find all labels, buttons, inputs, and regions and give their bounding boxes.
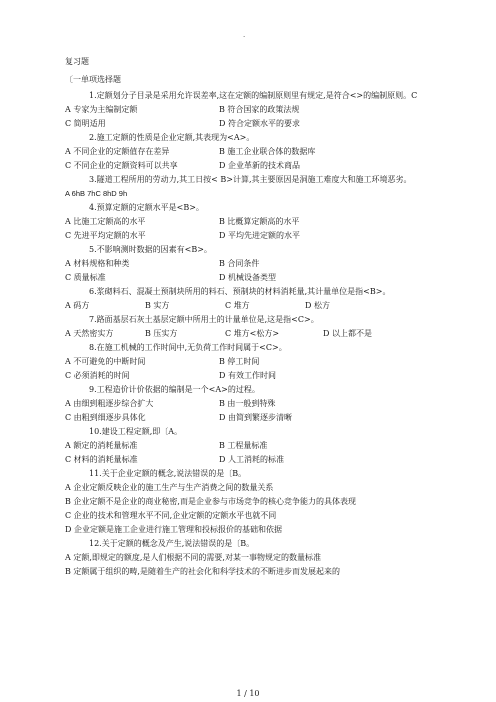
option: A 由细到粗逐步综合扩大: [65, 399, 154, 408]
option: A 企业定额反映企业的施工生产与生产消费之间的数量关系: [65, 483, 274, 492]
options-row: [65, 413, 435, 423]
options-row: [65, 357, 435, 367]
option: D 松方: [305, 301, 330, 310]
option: D 平均先进定额的水平: [219, 231, 300, 240]
options-row: [65, 231, 435, 241]
options-row: [65, 217, 435, 227]
option: D 机械设备类型: [219, 273, 276, 282]
option: B 企业定额不是企业的商业秘密,而是企业参与市场竞争的核心竞争能力的具体表现: [65, 497, 356, 506]
options-row: [65, 441, 435, 451]
options-row: [65, 301, 435, 311]
option: C 材料的消耗量标准: [65, 455, 138, 464]
options-row: [65, 371, 435, 381]
option: D 有效工作时间: [219, 371, 276, 380]
question-11: 11.关于企业定额的概念,说法错误的是〔B。: [89, 469, 247, 478]
option: C 必须消耗的时间: [65, 371, 130, 380]
option: C 堆方<松方>: [225, 329, 280, 338]
question-1: 1.定额划分子目录是采用允许误差率,这在定额的编制原则里有规定,是符合<>的编制原则。C: [89, 91, 418, 100]
option: B 符合国家的政策法规: [219, 105, 300, 114]
option: C 堆方: [225, 301, 250, 310]
question-3: 3.隧道工程所用的劳动力,其工日按< B>计算,其主要原因是洞施工难度大和施工环境恶劣。: [89, 175, 412, 184]
options-row: [65, 273, 435, 283]
question-5: 5.不影响测时数据的因素有<B>。: [89, 245, 212, 254]
option: C 由粗到细逐步具体化: [65, 413, 146, 422]
option: B 工程量标准: [219, 441, 268, 450]
option: B 压实方: [145, 329, 178, 338]
options-row: [65, 329, 435, 339]
option: B 实方: [145, 301, 170, 310]
option: A 额定的消耗量标准: [65, 441, 138, 450]
question-8: 8.在施工机械的工作时间中,无负荷工作时间属于<C>。: [89, 343, 287, 352]
options-row: [65, 259, 435, 269]
options-row: [65, 161, 435, 171]
option: D 企业革新的技术商品: [219, 161, 300, 170]
option: A 不可避免的中断时间: [65, 357, 146, 366]
option: C 质量标准: [65, 273, 106, 282]
options-row: [65, 455, 435, 465]
doc-title: 复习题: [65, 57, 89, 66]
options-row: [65, 105, 435, 115]
question-9: 9.工程造价计价依据的编制是一个<A>的过程。: [89, 385, 260, 394]
option: B 合同条件: [219, 259, 260, 268]
option: B 定额属于组织的畴,是随着生产的社会化和科学技术的不断进步而发展起来的: [65, 567, 340, 576]
question-6: 6.浆砌料石、混凝土预制块所用的料石、预制块的材料消耗量,其计量单位是指<B>。: [89, 287, 391, 296]
option: A 码方: [65, 301, 90, 310]
option: D 以上都不是: [323, 329, 372, 338]
question-7: 7.路面基层石灰土基层定额中所用土的计量单位是,这是指<C>。: [89, 315, 319, 324]
option: C 不同企业的定额资料可以共享: [65, 161, 178, 170]
header-mark: .: [243, 31, 246, 39]
page-number: 1 / 10: [236, 689, 260, 698]
option: B 由一般到特殊: [219, 399, 276, 408]
option: A 不同企业的定额值存在差异: [65, 147, 170, 156]
options-row: [65, 119, 435, 129]
question-12: 12.关于定额的概念及产生,说法错误的是〔B。: [89, 539, 255, 548]
option: A 专家为主编制定额: [65, 105, 138, 114]
option: A 材料规格和种类: [65, 259, 130, 268]
options-row: [65, 399, 435, 409]
option: D 由简到繁逐步清晰: [219, 413, 292, 422]
option: D 人工消耗的标准: [219, 455, 284, 464]
question-10: 10.建设工程定额,即〔A。: [89, 427, 183, 436]
option: C 简明适用: [65, 119, 106, 128]
answer-options-inline: A 6hB 7hC 8hD 9h: [65, 189, 128, 198]
option: D 企业定额是施工企业进行施工管理和投标报价的基础和依据: [65, 525, 282, 534]
option: C 企业的技术和管理水平不同,企业定额的定额水平也就不同: [65, 511, 277, 520]
option: B 施工企业联合体的数据库: [219, 147, 316, 156]
option: A 比施工定额高的水平: [65, 217, 146, 226]
option: B 停工时间: [219, 357, 260, 366]
option: B 比概算定额高的水平: [219, 217, 300, 226]
question-2: 2.施工定额的性质是企业定额,其表现为<A>。: [89, 133, 255, 142]
option: A 定额,即规定的额度,是人们根据不同的需要,对某一事物规定的数量标准: [65, 553, 321, 562]
option: A 天然密实方: [65, 329, 114, 338]
options-row: [65, 147, 435, 157]
question-4: 4.预算定额的定额水平是<B>。: [89, 203, 204, 212]
option: C 先进平均定额的水平: [65, 231, 146, 240]
option: D 符合定额水平的要求: [219, 119, 300, 128]
document-body: [65, 57, 435, 581]
section-heading: 〔一单项选择题: [65, 75, 121, 84]
